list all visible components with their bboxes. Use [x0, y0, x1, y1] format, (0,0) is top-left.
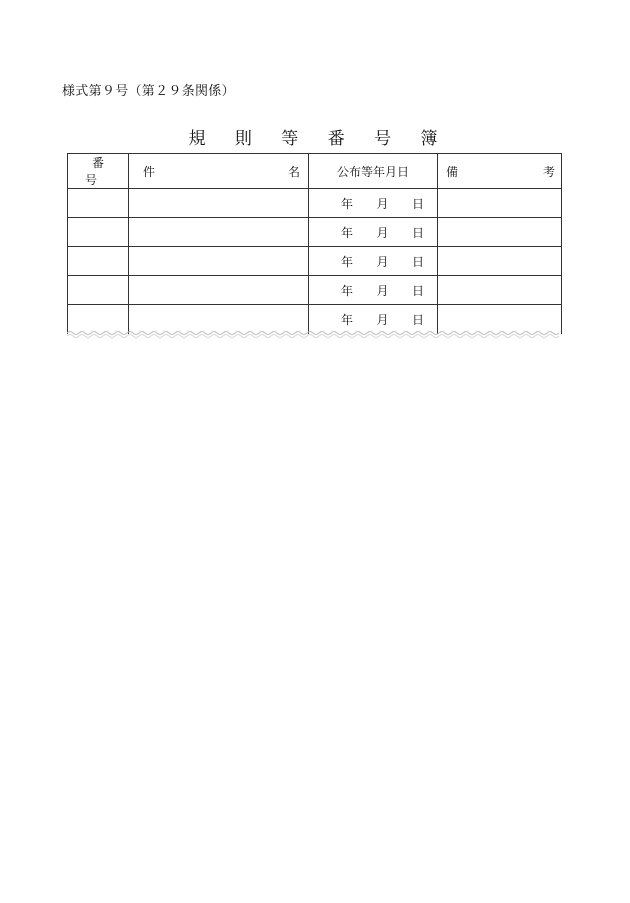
date-month-label: 月: [376, 283, 389, 298]
register-table: [67, 153, 562, 334]
header-subject-right: 名: [287, 164, 300, 179]
header-remarks: [438, 154, 562, 189]
header-subject-left: 件: [143, 164, 156, 179]
table-row: [68, 218, 562, 247]
header-remarks-right: 考: [542, 164, 555, 179]
number-cell: [68, 276, 129, 305]
table-row: [68, 189, 562, 218]
number-cell: [68, 189, 129, 218]
header-number-label: 番 号: [84, 156, 118, 187]
header-row: [68, 154, 562, 189]
remarks-cell: [438, 276, 562, 305]
remarks-cell: [438, 218, 562, 247]
date-day-label: 日: [411, 196, 424, 211]
date-year-label: 年: [341, 283, 354, 298]
subject-cell: [129, 247, 309, 276]
date-day-label: 日: [411, 225, 424, 240]
header-remarks-left: 備: [446, 164, 459, 179]
date-month-label: 月: [376, 225, 389, 240]
number-cell: [68, 218, 129, 247]
remarks-cell: [438, 189, 562, 218]
form-label: 様式第９号（第２９条関係）: [62, 84, 235, 99]
subject-cell: [129, 276, 309, 305]
date-cell: [309, 189, 438, 218]
number-cell: [68, 247, 129, 276]
remarks-cell: [438, 247, 562, 276]
subject-cell: [129, 218, 309, 247]
date-cell: [309, 276, 438, 305]
date-year-label: 年: [341, 196, 354, 211]
date-month-label: 月: [376, 196, 389, 211]
date-cell: [309, 218, 438, 247]
table-row: [68, 276, 562, 305]
subject-cell: [129, 189, 309, 218]
header-subject: [129, 154, 309, 189]
table-row: [68, 247, 562, 276]
date-day-label: 日: [411, 312, 424, 327]
date-day-label: 日: [411, 254, 424, 269]
date-cell: [309, 247, 438, 276]
date-day-label: 日: [411, 283, 424, 298]
date-month-label: 月: [376, 312, 389, 327]
date-year-label: 年: [341, 254, 354, 269]
header-number: [68, 154, 129, 189]
header-promulgation-date: [309, 154, 438, 189]
date-year-label: 年: [341, 312, 354, 327]
table-continuation-tear: [67, 330, 561, 338]
header-promulgation-date-label: 公布等年月日: [336, 164, 409, 179]
date-year-label: 年: [341, 225, 354, 240]
date-month-label: 月: [376, 254, 389, 269]
document-title: 規 則 等 番 号 簿: [188, 129, 450, 149]
